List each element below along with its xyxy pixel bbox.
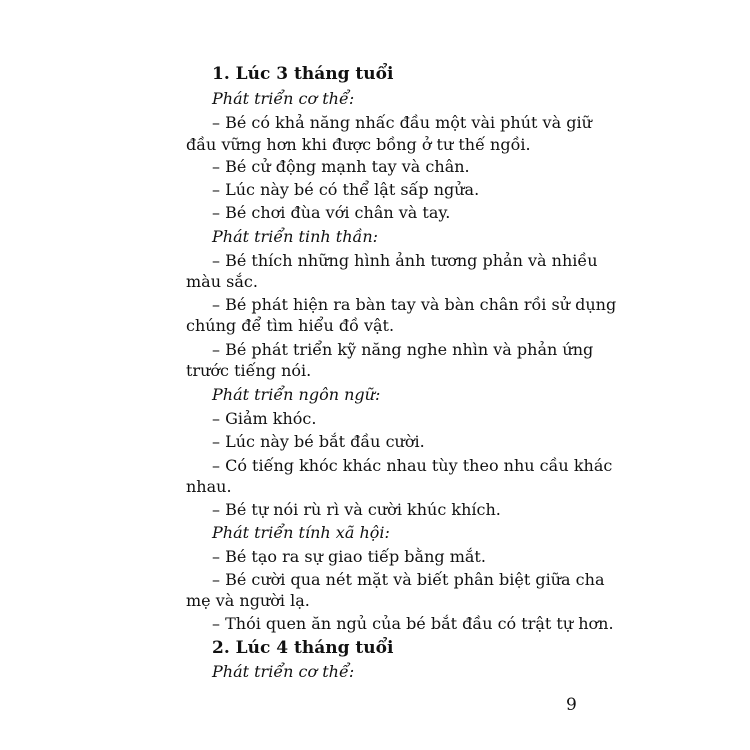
list-item: – Bé có khả năng nhấc đầu một vài phút và giữ xyxy=(212,113,592,132)
list-item-continuation: màu sắc. xyxy=(186,272,258,291)
list-item: – Có tiếng khóc khác nhau tùy theo nhu cầu khác xyxy=(212,456,613,475)
list-item-continuation: đầu vững hơn khi được bồng ở tư thế ngồi. xyxy=(186,135,531,154)
list-item: – Bé cử động mạnh tay và chân. xyxy=(212,157,470,176)
list-item-continuation: mẹ và người lạ. xyxy=(186,591,310,610)
list-item-continuation: nhau. xyxy=(186,477,232,496)
subheading-mental: Phát triển tinh thần: xyxy=(212,227,379,246)
list-item: – Bé tự nói rù rì và cười khúc khích. xyxy=(212,500,501,519)
list-item: – Bé chơi đùa với chân và tay. xyxy=(212,203,451,222)
subheading-social: Phát triển tính xã hội: xyxy=(212,523,390,542)
list-item-continuation: chúng để tìm hiểu đồ vật. xyxy=(186,316,395,335)
list-item: – Thói quen ăn ngủ của bé bắt đầu có trật tự hơn. xyxy=(212,614,614,633)
list-item: – Bé phát hiện ra bàn tay và bàn chân rồi sử dụng xyxy=(212,295,617,314)
subheading-language: Phát triển ngôn ngữ: xyxy=(212,385,381,404)
list-item-continuation: trước tiếng nói. xyxy=(186,361,312,380)
section-heading-3-months: 1. Lúc 3 tháng tuổi xyxy=(212,64,394,84)
section-heading-4-months: 2. Lúc 4 tháng tuổi xyxy=(212,638,394,658)
subheading-physical-4-months: Phát triển cơ thể: xyxy=(212,662,355,681)
list-item: – Lúc này bé có thể lật sấp ngửa. xyxy=(212,180,480,199)
list-item: – Bé phát triển kỹ năng nghe nhìn và phản ứng xyxy=(212,340,594,359)
page-number: 9 xyxy=(566,695,577,715)
subheading-physical: Phát triển cơ thể: xyxy=(212,89,355,108)
list-item: – Bé cười qua nét mặt và biết phân biệt giữa cha xyxy=(212,570,605,589)
list-item: – Bé tạo ra sự giao tiếp bằng mắt. xyxy=(212,547,486,566)
list-item: – Bé thích những hình ảnh tương phản và nhiều xyxy=(212,251,598,270)
list-item: – Giảm khóc. xyxy=(212,409,317,428)
list-item: – Lúc này bé bắt đầu cười. xyxy=(212,432,425,451)
